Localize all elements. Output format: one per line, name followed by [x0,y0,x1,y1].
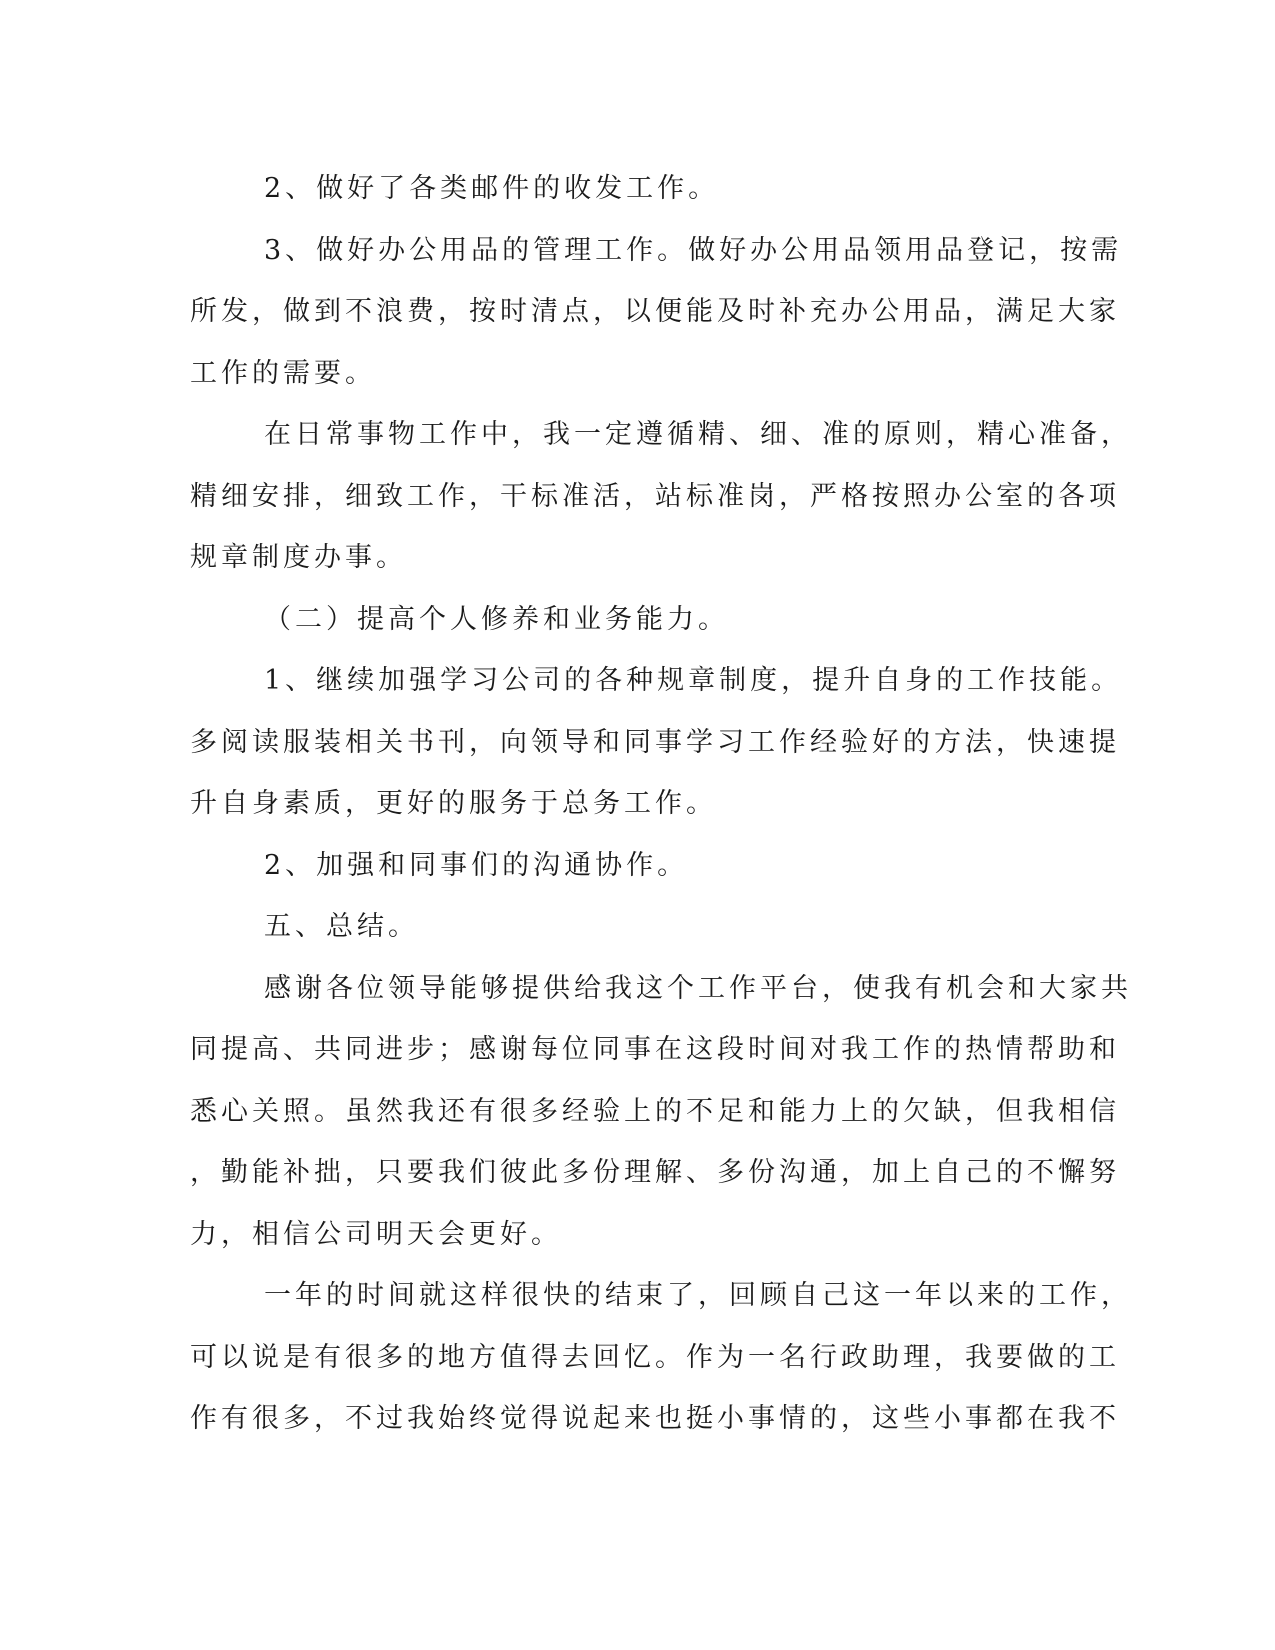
paragraph-line: ，勤能补拙，只要我们彼此多份理解、多份沟通，加上自己的不懈努 [190,1157,1120,1188]
document-body [190,158,1132,1450]
list-item-communication: 2、加强和同事们的沟通协作。 [264,849,689,881]
paragraph-thanks: 感谢各位领导能够提供给我这个工作平台，使我有机会和大家共 [264,972,1132,1004]
paragraph-line: 力，相信公司明天会更好。 [190,1218,562,1250]
paragraph-line: 工作的需要。 [190,357,376,389]
paragraph-line: 所发，做到不浪费，按时清点，以便能及时补充办公用品，满足大家 [190,296,1120,327]
section-heading-personal-development: （二）提高个人修养和业务能力。 [264,603,729,635]
list-item-study: 1、继续加强学习公司的各种规章制度，提升自身的工作技能。 [264,665,1123,696]
list-item-office-supplies: 3、做好办公用品的管理工作。做好办公用品领用品登记，按需 [264,234,1123,266]
paragraph-line: 精细安排，细致工作，干标准活，站标准岗，严格按照办公室的各项 [190,480,1120,512]
paragraph-line: 升自身素质，更好的服务于总务工作。 [190,788,717,819]
paragraph-daily-work: 在日常事物工作中，我一定遵循精、细、准的原则，精心准备， [264,419,1132,450]
section-heading-summary: 五、总结。 [264,911,419,942]
list-item-mail: 2、做好了各类邮件的收发工作。 [264,173,720,204]
paragraph-year-review: 一年的时间就这样很快的结束了，回顾自己这一年以来的工作， [264,1280,1132,1311]
paragraph-line: 可以说是有很多的地方值得去回忆。作为一名行政助理，我要做的工 [190,1341,1120,1373]
paragraph-line: 同提高、共同进步；感谢每位同事在这段时间对我工作的热情帮助和 [190,1034,1120,1065]
paragraph-line: 悉心关照。虽然我还有很多经验上的不足和能力上的欠缺，但我相信 [190,1095,1120,1127]
paragraph-line: 作有很多，不过我始终觉得说起来也挺小事情的，这些小事都在我不 [190,1403,1120,1434]
paragraph-line: 多阅读服装相关书刊，向领导和同事学习工作经验好的方法，快速提 [190,726,1120,758]
paragraph-line: 规章制度办事。 [190,542,407,573]
